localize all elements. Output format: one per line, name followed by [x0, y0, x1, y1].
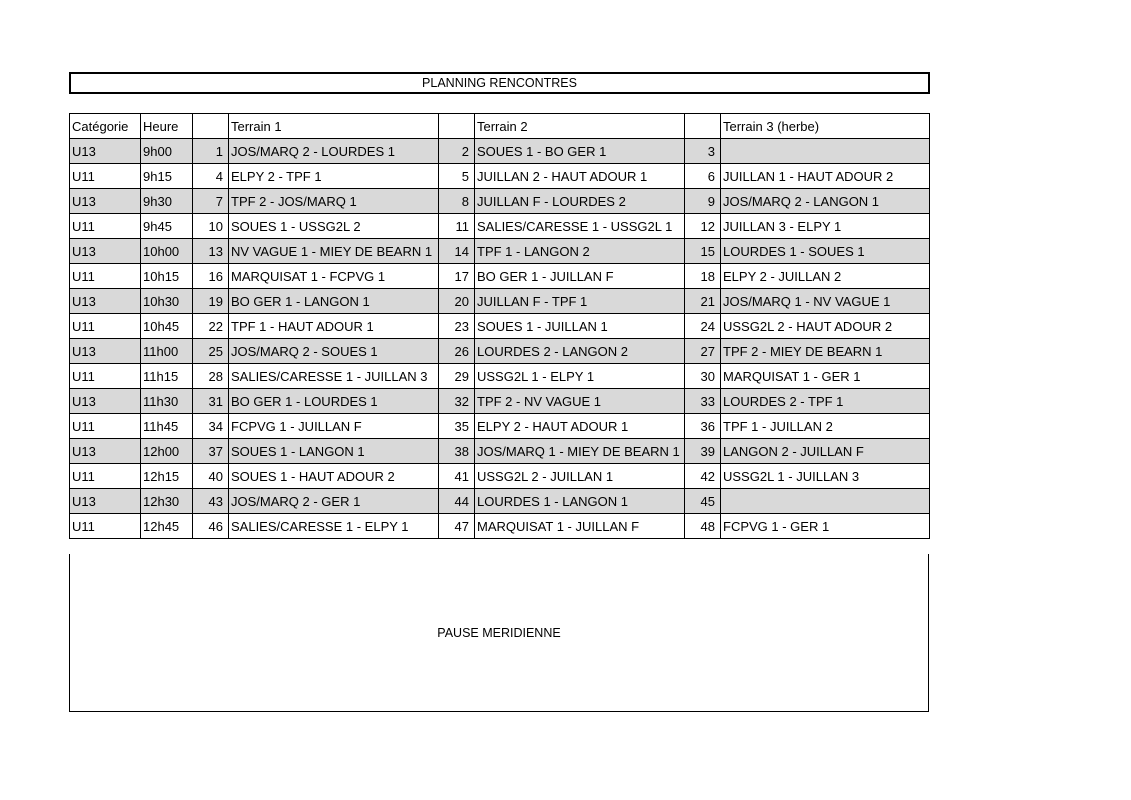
- cell-terrain-1: SOUES 1 - USSG2L 2: [229, 214, 439, 239]
- cell-match-num-1: 1: [193, 139, 229, 164]
- table-row: [70, 214, 930, 239]
- table-row: [70, 489, 930, 514]
- cell-match-num-3: 39: [685, 439, 721, 464]
- cell-terrain-1: JOS/MARQ 2 - SOUES 1: [229, 339, 439, 364]
- cell-match-num-1: 7: [193, 189, 229, 214]
- cell-match-num-3: 6: [685, 164, 721, 189]
- cell-match-num-3: 36: [685, 414, 721, 439]
- cell-heure: 12h00: [141, 439, 193, 464]
- cell-match-num-1: 43: [193, 489, 229, 514]
- cell-match-num-2: 44: [439, 489, 475, 514]
- cell-match-num-3: 3: [685, 139, 721, 164]
- cell-match-num-2: 38: [439, 439, 475, 464]
- cell-match-num-3: 30: [685, 364, 721, 389]
- cell-terrain-3: USSG2L 1 - JUILLAN 3: [721, 464, 930, 489]
- cell-terrain-2: USSG2L 1 - ELPY 1: [475, 364, 685, 389]
- cell-heure: 10h00: [141, 239, 193, 264]
- planning-title: PLANNING RENCONTRES: [69, 72, 930, 94]
- cell-match-num-2: 23: [439, 314, 475, 339]
- cell-match-num-1: 13: [193, 239, 229, 264]
- cell-terrain-3: ELPY 2 - JUILLAN 2: [721, 264, 930, 289]
- cell-match-num-3: 45: [685, 489, 721, 514]
- cell-terrain-3: TPF 1 - JUILLAN 2: [721, 414, 930, 439]
- cell-terrain-1: FCPVG 1 - JUILLAN F: [229, 414, 439, 439]
- cell-terrain-3: TPF 2 - MIEY DE BEARN 1: [721, 339, 930, 364]
- cell-categorie: U13: [70, 289, 141, 314]
- cell-terrain-1: ELPY 2 - TPF 1: [229, 164, 439, 189]
- cell-heure: 10h15: [141, 264, 193, 289]
- table-row: [70, 364, 930, 389]
- cell-heure: 12h15: [141, 464, 193, 489]
- cell-match-num-2: 35: [439, 414, 475, 439]
- cell-match-num-1: 34: [193, 414, 229, 439]
- cell-terrain-1: TPF 1 - HAUT ADOUR 1: [229, 314, 439, 339]
- cell-match-num-2: 32: [439, 389, 475, 414]
- cell-terrain-2: LOURDES 2 - LANGON 2: [475, 339, 685, 364]
- cell-match-num-1: 31: [193, 389, 229, 414]
- pause-meridienne-box: [69, 554, 929, 712]
- cell-terrain-2: SOUES 1 - BO GER 1: [475, 139, 685, 164]
- cell-terrain-2: MARQUISAT 1 - JUILLAN F: [475, 514, 685, 539]
- cell-categorie: U11: [70, 514, 141, 539]
- cell-heure: 11h45: [141, 414, 193, 439]
- cell-categorie: U11: [70, 464, 141, 489]
- cell-terrain-2: SALIES/CARESSE 1 - USSG2L 1: [475, 214, 685, 239]
- cell-categorie: U11: [70, 264, 141, 289]
- cell-terrain-1: SOUES 1 - HAUT ADOUR 2: [229, 464, 439, 489]
- cell-terrain-2: JUILLAN F - LOURDES 2: [475, 189, 685, 214]
- cell-match-num-3: 42: [685, 464, 721, 489]
- cell-match-num-3: 21: [685, 289, 721, 314]
- cell-match-num-2: 5: [439, 164, 475, 189]
- cell-terrain-3: LOURDES 1 - SOUES 1: [721, 239, 930, 264]
- cell-terrain-3: JOS/MARQ 2 - LANGON 1: [721, 189, 930, 214]
- cell-categorie: U13: [70, 439, 141, 464]
- cell-heure: 11h15: [141, 364, 193, 389]
- cell-categorie: U13: [70, 139, 141, 164]
- cell-terrain-3: LOURDES 2 - TPF 1: [721, 389, 930, 414]
- table-row: [70, 514, 930, 539]
- cell-terrain-1: MARQUISAT 1 - FCPVG 1: [229, 264, 439, 289]
- header-num-2: [439, 114, 475, 139]
- cell-terrain-2: ELPY 2 - HAUT ADOUR 1: [475, 414, 685, 439]
- cell-match-num-2: 2: [439, 139, 475, 164]
- cell-terrain-2: BO GER 1 - JUILLAN F: [475, 264, 685, 289]
- cell-terrain-2: JUILLAN F - TPF 1: [475, 289, 685, 314]
- cell-heure: 10h45: [141, 314, 193, 339]
- cell-terrain-1: JOS/MARQ 2 - LOURDES 1: [229, 139, 439, 164]
- cell-terrain-1: JOS/MARQ 2 - GER 1: [229, 489, 439, 514]
- header-categorie: Catégorie: [70, 114, 141, 139]
- planning-table: [69, 113, 930, 539]
- cell-categorie: U11: [70, 214, 141, 239]
- header-heure: Heure: [141, 114, 193, 139]
- table-row: [70, 289, 930, 314]
- cell-match-num-1: 10: [193, 214, 229, 239]
- cell-heure: 10h30: [141, 289, 193, 314]
- cell-categorie: U13: [70, 339, 141, 364]
- cell-match-num-3: 33: [685, 389, 721, 414]
- cell-terrain-1: SALIES/CARESSE 1 - JUILLAN 3: [229, 364, 439, 389]
- cell-match-num-2: 17: [439, 264, 475, 289]
- table-row: [70, 239, 930, 264]
- cell-terrain-1: BO GER 1 - LOURDES 1: [229, 389, 439, 414]
- cell-match-num-1: 16: [193, 264, 229, 289]
- cell-terrain-1: NV VAGUE 1 - MIEY DE BEARN 1: [229, 239, 439, 264]
- cell-categorie: U13: [70, 389, 141, 414]
- cell-terrain-1: SALIES/CARESSE 1 - ELPY 1: [229, 514, 439, 539]
- cell-terrain-2: TPF 1 - LANGON 2: [475, 239, 685, 264]
- cell-match-num-2: 47: [439, 514, 475, 539]
- cell-match-num-1: 37: [193, 439, 229, 464]
- table-row: [70, 439, 930, 464]
- cell-match-num-2: 14: [439, 239, 475, 264]
- cell-categorie: U13: [70, 489, 141, 514]
- cell-categorie: U13: [70, 239, 141, 264]
- cell-heure: 12h30: [141, 489, 193, 514]
- cell-match-num-1: 40: [193, 464, 229, 489]
- table-row: [70, 189, 930, 214]
- cell-match-num-2: 8: [439, 189, 475, 214]
- cell-match-num-3: 18: [685, 264, 721, 289]
- cell-match-num-1: 28: [193, 364, 229, 389]
- cell-terrain-2: JUILLAN 2 - HAUT ADOUR 1: [475, 164, 685, 189]
- cell-terrain-3: LANGON 2 - JUILLAN F: [721, 439, 930, 464]
- cell-match-num-2: 20: [439, 289, 475, 314]
- cell-heure: 11h00: [141, 339, 193, 364]
- cell-terrain-1: SOUES 1 - LANGON 1: [229, 439, 439, 464]
- cell-terrain-3: JUILLAN 3 - ELPY 1: [721, 214, 930, 239]
- cell-heure: 11h30: [141, 389, 193, 414]
- header-num-1: [193, 114, 229, 139]
- cell-terrain-3: JOS/MARQ 1 - NV VAGUE 1: [721, 289, 930, 314]
- cell-match-num-2: 11: [439, 214, 475, 239]
- cell-terrain-3: [721, 139, 930, 164]
- cell-categorie: U11: [70, 164, 141, 189]
- header-terrain-2: Terrain 2: [475, 114, 685, 139]
- cell-terrain-3: FCPVG 1 - GER 1: [721, 514, 930, 539]
- table-row: [70, 339, 930, 364]
- table-row: [70, 414, 930, 439]
- table-row: [70, 464, 930, 489]
- cell-terrain-2: TPF 2 - NV VAGUE 1: [475, 389, 685, 414]
- cell-terrain-2: SOUES 1 - JUILLAN 1: [475, 314, 685, 339]
- table-header-row: [70, 114, 930, 139]
- cell-match-num-1: 25: [193, 339, 229, 364]
- cell-match-num-1: 4: [193, 164, 229, 189]
- cell-terrain-3: MARQUISAT 1 - GER 1: [721, 364, 930, 389]
- cell-terrain-2: JOS/MARQ 1 - MIEY DE BEARN 1: [475, 439, 685, 464]
- cell-match-num-1: 19: [193, 289, 229, 314]
- cell-categorie: U11: [70, 364, 141, 389]
- cell-heure: 9h45: [141, 214, 193, 239]
- pause-text: PAUSE MERIDIENNE: [437, 625, 561, 640]
- table-row: [70, 389, 930, 414]
- header-terrain-3: Terrain 3 (herbe): [721, 114, 930, 139]
- cell-terrain-2: LOURDES 1 - LANGON 1: [475, 489, 685, 514]
- cell-heure: 9h30: [141, 189, 193, 214]
- table-row: [70, 264, 930, 289]
- table-row: [70, 139, 930, 164]
- cell-heure: 9h00: [141, 139, 193, 164]
- cell-terrain-1: BO GER 1 - LANGON 1: [229, 289, 439, 314]
- cell-terrain-1: TPF 2 - JOS/MARQ 1: [229, 189, 439, 214]
- cell-match-num-2: 41: [439, 464, 475, 489]
- cell-match-num-3: 27: [685, 339, 721, 364]
- header-num-3: [685, 114, 721, 139]
- cell-match-num-3: 48: [685, 514, 721, 539]
- cell-categorie: U13: [70, 189, 141, 214]
- cell-categorie: U11: [70, 314, 141, 339]
- cell-match-num-2: 29: [439, 364, 475, 389]
- table-row: [70, 314, 930, 339]
- cell-categorie: U11: [70, 414, 141, 439]
- cell-heure: 12h45: [141, 514, 193, 539]
- cell-match-num-3: 24: [685, 314, 721, 339]
- cell-heure: 9h15: [141, 164, 193, 189]
- cell-match-num-1: 46: [193, 514, 229, 539]
- cell-match-num-3: 12: [685, 214, 721, 239]
- cell-match-num-2: 26: [439, 339, 475, 364]
- cell-terrain-3: [721, 489, 930, 514]
- cell-match-num-3: 9: [685, 189, 721, 214]
- cell-terrain-3: JUILLAN 1 - HAUT ADOUR 2: [721, 164, 930, 189]
- cell-match-num-1: 22: [193, 314, 229, 339]
- cell-terrain-2: USSG2L 2 - JUILLAN 1: [475, 464, 685, 489]
- cell-match-num-3: 15: [685, 239, 721, 264]
- cell-terrain-3: USSG2L 2 - HAUT ADOUR 2: [721, 314, 930, 339]
- header-terrain-1: Terrain 1: [229, 114, 439, 139]
- table-row: [70, 164, 930, 189]
